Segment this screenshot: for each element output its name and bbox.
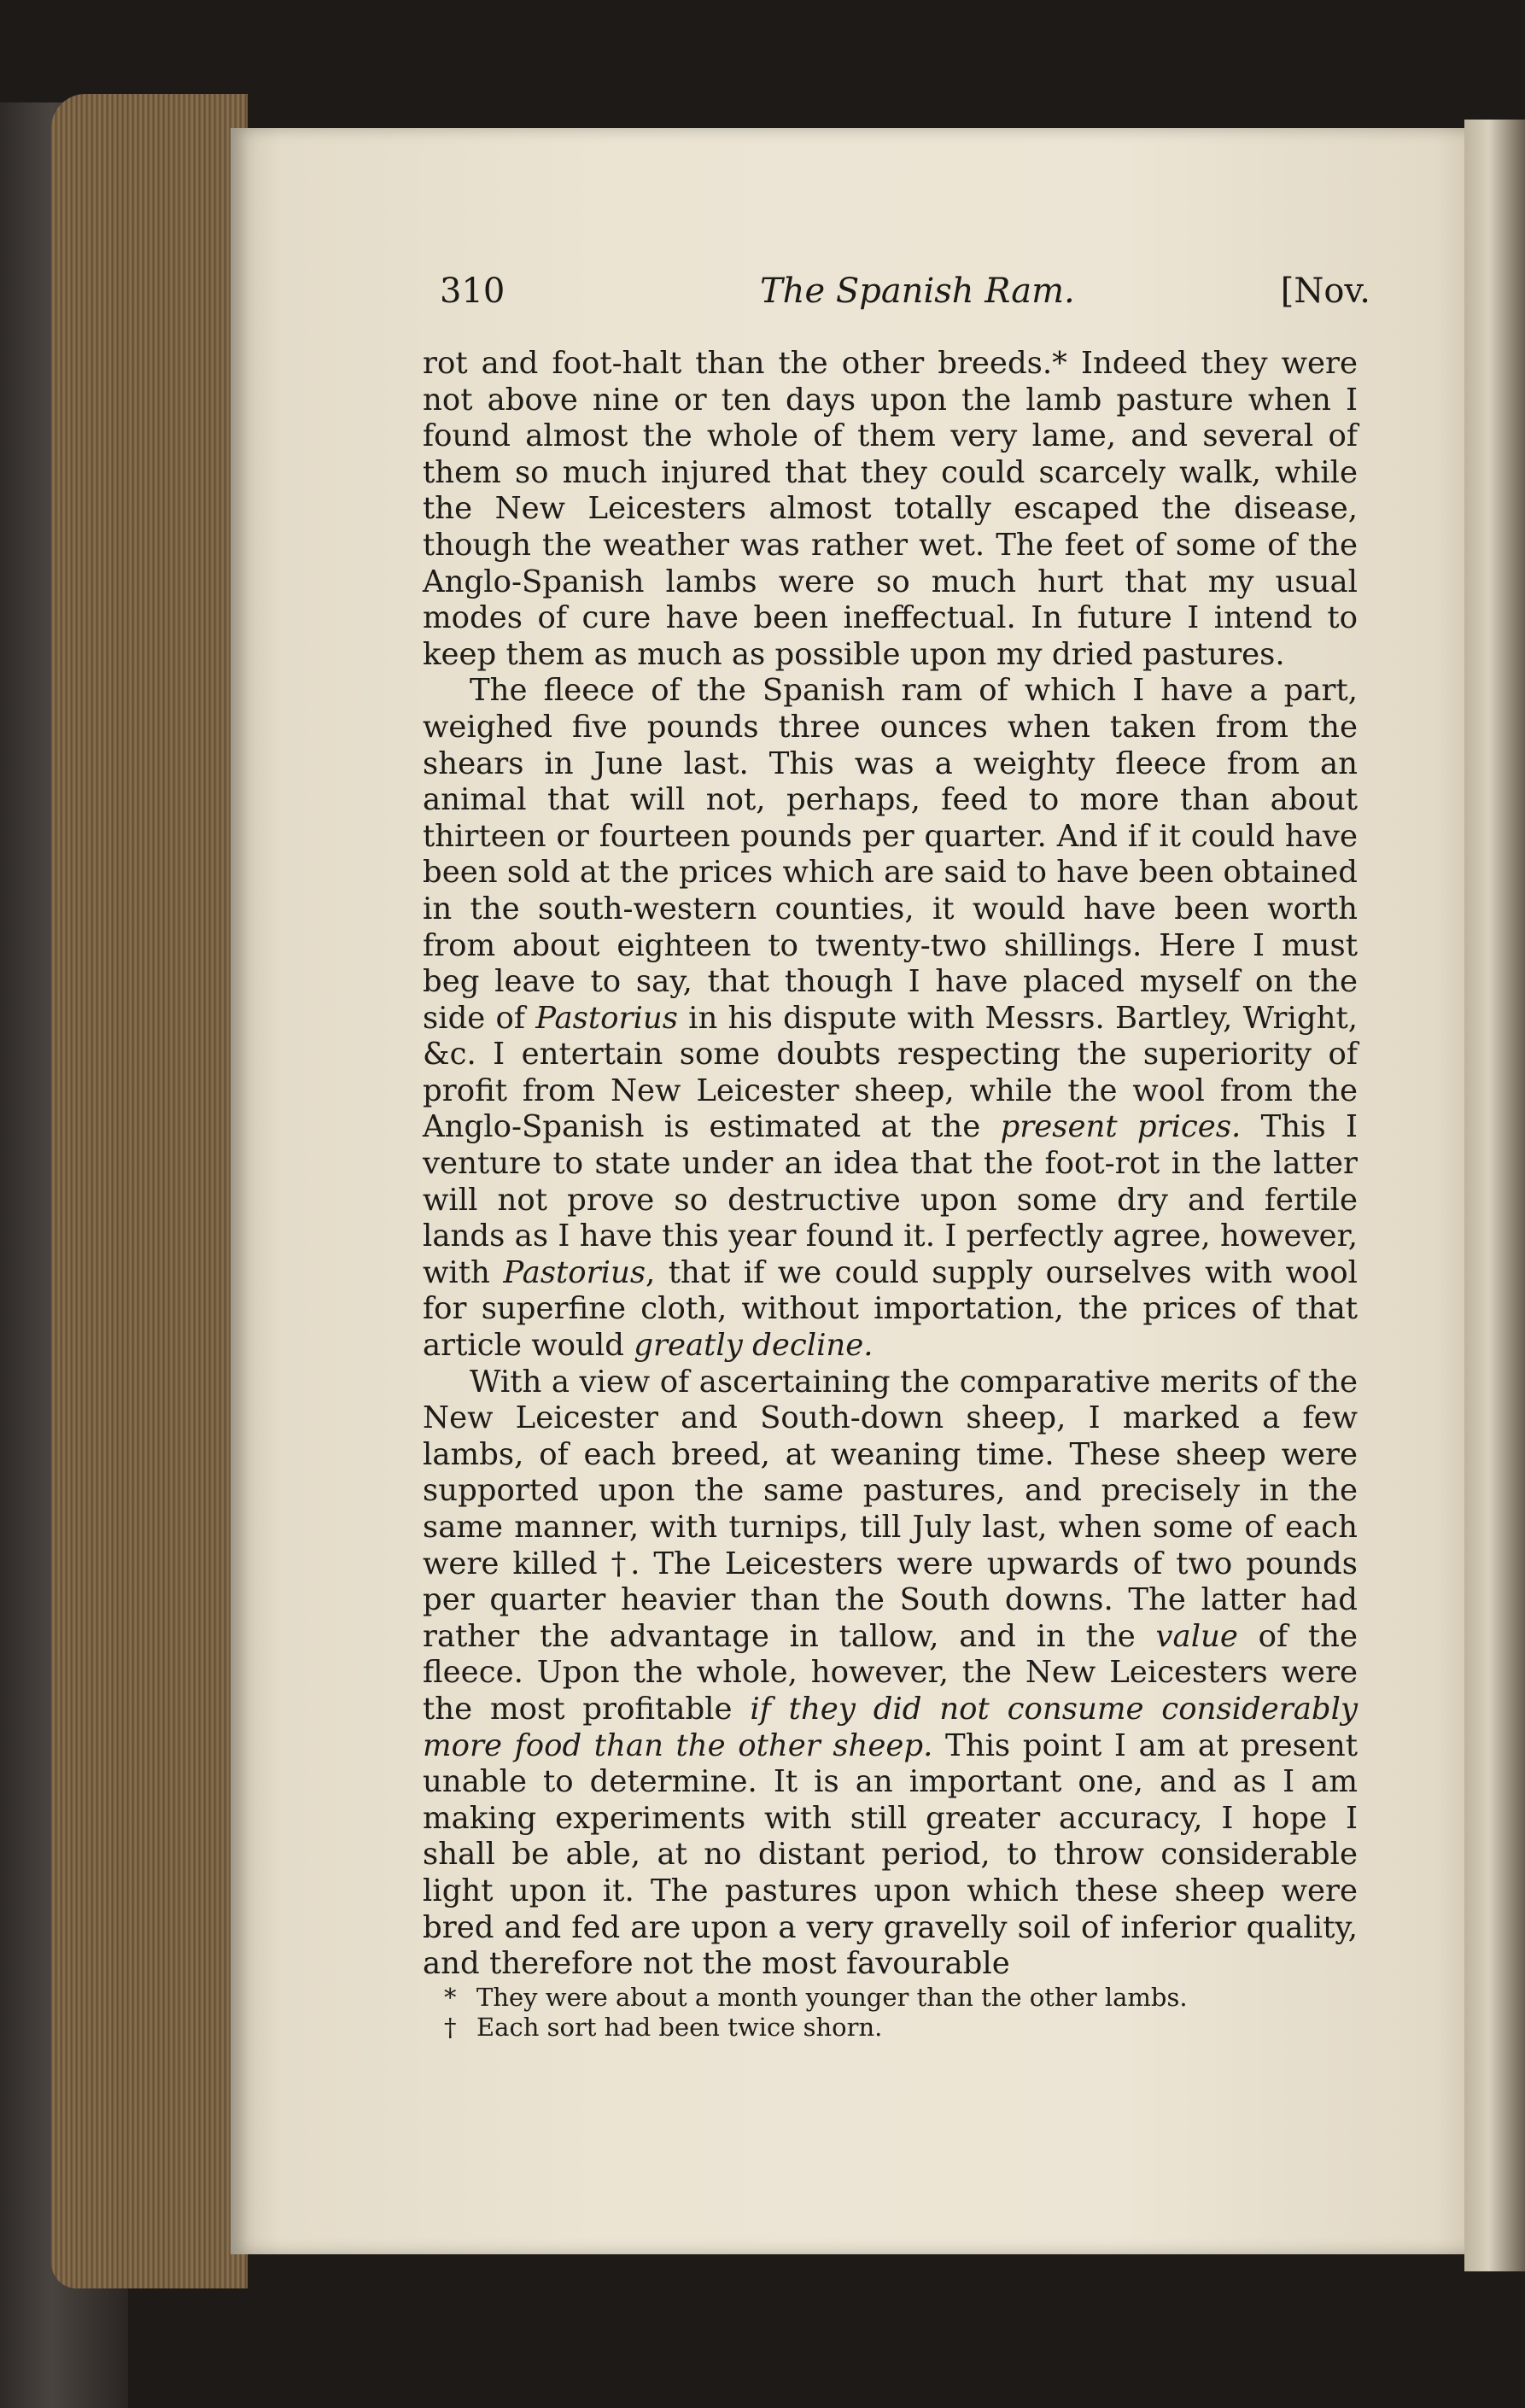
text-run: of the fleece. Upon the whole, however, the New Leicesters were the most profitable: [423, 1618, 1358, 1727]
page-number: 310: [440, 272, 505, 311]
body-text: [423, 346, 1358, 1983]
text-run: in his dispute with Messrs. Bartley, Wright, &c. I entertain some doubts respecting the superiority of profit from New Leicester sheep, while the wool from the Anglo-Spanish is estimated at the: [423, 1000, 1358, 1145]
paragraph: [423, 346, 1358, 673]
footnote-symbol: *: [444, 1983, 457, 2012]
running-title: The Spanish Ram.: [760, 272, 1075, 311]
footnote-symbol: †: [444, 2013, 457, 2042]
facing-page-edge: [1464, 120, 1525, 2271]
italic-text: present prices.: [1000, 1109, 1242, 1145]
italic-text: Pastorius: [503, 1254, 646, 1290]
text-run: , that if we could supply ourselves with wool for superfine cloth, without importation, the prices of that article would: [423, 1254, 1358, 1364]
text-run: The fleece of the Spanish ram of which I have a part, weighed five pounds three ounces when taken from the shears in June last. This was a weighty fleece from an animal that will not, perhaps, feed to more than about thirteen or fourteen pounds per quarter. And if it could have been sold at the prices which are said to have been obtained in the south-western counties, it would have been worth from about eighteen to twenty-two shillings. Here I must beg leave to say, that though I have placed myself on the side of: [423, 673, 1358, 1036]
paragraph: [423, 1365, 1358, 1983]
footnotes: [444, 1983, 1358, 2043]
running-header: [440, 272, 1370, 323]
text-run: With a view of ascertaining the comparative merits of the New Leicester and South-down sheep, I marked a few lambs, of each breed, at weaning time. These sheep were supported upon the same pastures, and precisely in the same manner, with turnips, till July last, when some of each were killed †. The Leicesters were upwards of two pounds per quarter heavier than the South downs. The latter had rather the advantage in tallow, and in the: [423, 1364, 1358, 1654]
footnote-text: They were about a month younger than the other lambs.: [476, 1983, 1188, 2012]
italic-text: value: [1155, 1618, 1238, 1654]
footnote: [444, 1983, 1358, 2013]
paragraph: [423, 673, 1358, 1364]
section-mark: [Nov.: [1280, 272, 1370, 311]
italic-text: greatly decline.: [634, 1328, 874, 1364]
italic-text: if they did not consume considerably more food than the other sheep.: [423, 1691, 1358, 1763]
text-run: This I venture to state under an idea that the foot-rot in the latter will not prove so destructive upon some dry and fertile lands as I have this year found it. I perfectly agree, however, with: [423, 1109, 1358, 1290]
italic-text: Pastorius: [535, 1000, 678, 1036]
page-edges: [51, 94, 248, 2288]
text-run: rot and foot-halt than the other breeds.* Indeed they were not above nine or ten days upon the lamb pasture when I found almost the whole of them very lame, and several of them so much injured that they could scarcely walk, while the New Leicesters almost totally escaped the disease, though the weather was rather wet. The feet of some of the Anglo-Spanish lambs were so much hurt that my usual modes of cure have been ineffectual. In future I intend to keep them as much as possible upon my dried pastures.: [423, 346, 1358, 672]
footnote: [444, 2013, 1358, 2043]
text-run: This point I am at present unable to determine. It is an important one, and as I am making experiments with still greater accuracy, I hope I shall be able, at no distant period, to throw considerable light upon it. The pastures upon which these sheep were bred and fed are upon a very gravelly soil of inferior quality, and therefore not the most favourable: [423, 1727, 1358, 1982]
footnote-text: Each sort had been twice shorn.: [476, 2013, 883, 2042]
